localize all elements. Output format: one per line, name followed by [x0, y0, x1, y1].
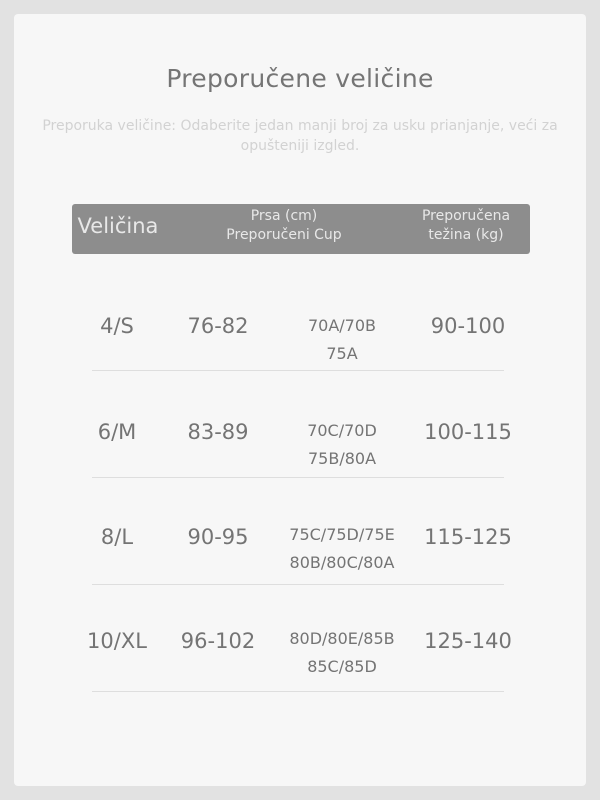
row-bust: 90-95	[187, 525, 249, 549]
table-row	[0, 406, 600, 512]
header-weight-label-1: Preporučena	[421, 208, 511, 224]
row-cup-line-1: 80D/80E/85B	[289, 629, 395, 648]
row-cup	[272, 521, 412, 577]
row-divider	[92, 370, 504, 371]
row-divider	[92, 584, 504, 585]
row-size: 6/M	[97, 420, 137, 444]
row-cup-line-1: 75C/75D/75E	[289, 525, 395, 544]
header-weight-label-2: težina (kg)	[428, 227, 504, 243]
row-divider	[92, 477, 504, 478]
table-row	[0, 511, 600, 617]
row-bust: 96-102	[180, 629, 256, 653]
header-size: Veličina	[77, 214, 159, 238]
header-bust-cup	[198, 207, 370, 245]
row-cup-line-2: 75A	[326, 344, 358, 363]
table-row	[0, 615, 600, 721]
row-bust: 83-89	[187, 420, 249, 444]
row-weight: 115-125	[424, 525, 512, 549]
row-cup	[272, 625, 412, 681]
row-cup-line-2: 85C/85D	[307, 657, 377, 676]
row-cup	[272, 312, 412, 368]
row-cup-line-2: 75B/80A	[307, 449, 377, 468]
row-size: 4/S	[100, 314, 134, 338]
row-cup-line-2: 80B/80C/80A	[289, 553, 395, 572]
row-cup	[272, 417, 412, 473]
page-title: Preporučene veličine	[166, 64, 434, 93]
row-cup-line-1: 70C/70D	[307, 421, 377, 440]
header-cup-label: Preporučeni Cup	[226, 227, 342, 243]
header-bust-label: Prsa (cm)	[250, 208, 318, 224]
row-weight: 100-115	[424, 420, 512, 444]
row-weight: 90-100	[430, 314, 506, 338]
row-cup-line-1: 70A/70B	[307, 316, 377, 335]
row-size: 10/XL	[87, 629, 147, 653]
size-recommendation-note: Preporuka veličine: Odaberite jedan manji broj za usku prianjanje, veći za opušteniji izgled.	[42, 118, 558, 154]
table-row	[0, 300, 600, 406]
row-bust: 76-82	[187, 314, 249, 338]
header-weight	[398, 207, 534, 245]
row-weight: 125-140	[424, 629, 512, 653]
row-divider	[92, 691, 504, 692]
row-size: 8/L	[100, 525, 134, 549]
